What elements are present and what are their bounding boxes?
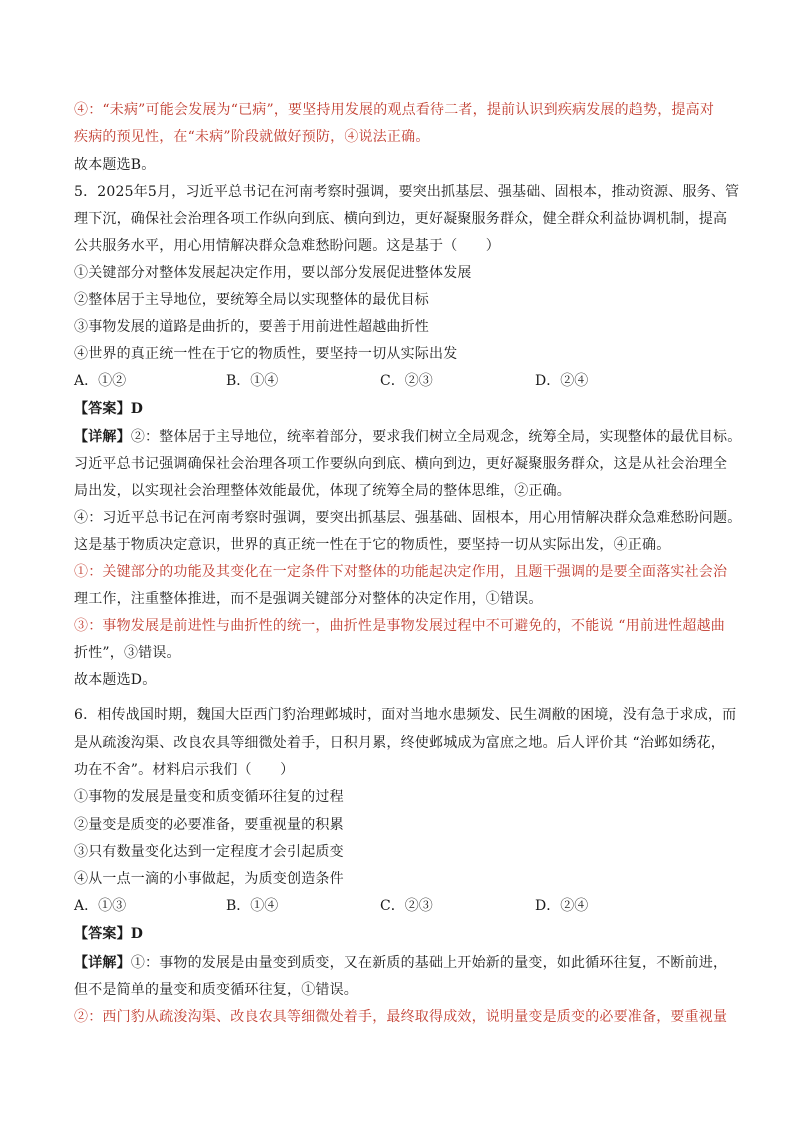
q6-stem-line-3: 功在不舍”。材料启示我们（ ） <box>74 762 295 778</box>
q6-statement-3: ③只有数量变化达到一定程度才会引起质变 <box>74 844 344 860</box>
q5-detail-line-3: 局出发，以实现社会治理整体效能最优，体现了统筹全局的整体思维，②正确。 <box>74 483 571 499</box>
q5-statement-1: ①关键部分对整体发展起决定作用，要以部分发展促进整体发展 <box>74 265 472 281</box>
q5-stem-line-2: 理下沉，确保社会治理各项工作纵向到底、横向到边，更好凝聚服务群众，健全群众利益协调机制，提高 <box>74 211 728 227</box>
q5-stem-line-1: 5．2025年5月，习近平总书记在河南考察时强调，要突出抓基层、强基础、固根本，推动资源、服务、管 <box>74 184 740 200</box>
q6-stem-line-1: 6．相传战国时期，魏国大臣西门豹治理邺城时，面对当地水患频发、民生凋敝的困境，没有急于求成，而 <box>74 707 737 723</box>
q6-statement-2: ②量变是质变的必要准备，要重视量的积累 <box>74 817 344 833</box>
q6-option-a: A．①③ <box>74 898 127 914</box>
q6-statement-1: ①事物的发展是量变和质变循环往复的过程 <box>74 789 344 805</box>
q5-answer: 【答案】D <box>74 401 144 417</box>
q5-statement-2: ②整体居于主导地位，要统筹全局以实现整体的最优目标 <box>74 292 429 308</box>
q6-detail-text-1: ①：事物的发展是由量变到质变，又在新质的基础上开始新的量变，如此循环往复，不断前进， <box>130 955 728 971</box>
q5-detail-line-4: ④：习近平总书记在河南考察时强调，要突出抓基层、强基础、固根本，用心用情解决群众急难愁盼问题。 <box>74 510 742 526</box>
q5-option-d: D．②④ <box>535 373 589 389</box>
q5-detail-line-6: ①：关键部分的功能及其变化在一定条件下对整体的功能起决定作用，且题干强调的是要全面落实社会治 <box>74 564 728 580</box>
q6-detail-label: 【详解】 <box>74 955 131 971</box>
q6-option-c: C．②③ <box>380 898 433 914</box>
q5-statement-3: ③事物发展的道路是曲折的，要善于用前进性超越曲折性 <box>74 319 429 335</box>
prev-detail-line-2: 疾病的预见性，在“未病”阶段就做好预防，④说法正确。 <box>74 129 430 145</box>
q5-option-c: C．②③ <box>380 373 433 389</box>
q6-option-d: D．②④ <box>535 898 589 914</box>
q6-statement-4: ④从一点一滴的小事做起，为质变创造条件 <box>74 871 344 887</box>
q6-detail-line-2: 但不是简单的量变和质变循环往复，①错误。 <box>74 982 358 998</box>
q5-detail-line-8: ③：事物发展是前进性与曲折性的统一，曲折性是事物发展过程中不可避免的，不能说 “用前进性超越曲 <box>74 618 726 634</box>
q5-conclusion: 故本题选D。 <box>74 672 157 688</box>
q6-option-b: B．①④ <box>226 898 279 914</box>
q6-answer: 【答案】D <box>74 926 144 942</box>
q5-detail-line-2: 习近平总书记强调确保社会治理各项工作要纵向到底、横向到边，更好凝聚服务群众，这是从社会治理全 <box>74 456 728 472</box>
q6-stem-line-2: 是从疏浚沟渠、改良农具等细微处着手，日积月累，终使邺城成为富庶之地。后人评价其 “治邺如绣花， <box>74 735 726 751</box>
q5-stem-line-3: 公共服务水平，用心用情解决群众急难愁盼问题。这是基于（ ） <box>74 238 500 254</box>
q5-option-a: A．①② <box>74 373 127 389</box>
prev-detail-line-1: ④：“未病”可能会发展为“已病”，要坚持用发展的观点看待二者，提前认识到疾病发展的趋势，提高对 <box>74 102 715 118</box>
q5-statement-4: ④世界的真正统一性在于它的物质性，要坚持一切从实际出发 <box>74 346 458 362</box>
q5-detail-line-7: 理工作，注重整体推进，而不是强调关键部分对整体的决定作用，①错误。 <box>74 591 543 607</box>
q5-detail-text-1: ②：整体居于主导地位，统率着部分，要求我们树立全局观念，统筹全局，实现整体的最优目标。 <box>130 429 742 445</box>
prev-conclusion: 故本题选B。 <box>74 157 156 173</box>
q5-detail-line-1 <box>74 427 741 447</box>
q5-detail-label: 【详解】 <box>74 429 131 445</box>
q5-option-b: B．①④ <box>226 373 279 389</box>
q6-detail-line-3: ②：西门豹从疏浚沟渠、改良农具等细微处着手，最终取得成效，说明量变是质变的必要准备，要重视量 <box>74 1009 728 1025</box>
q5-detail-line-9: 折性”，③错误。 <box>74 645 181 661</box>
q6-detail-line-1 <box>74 953 727 973</box>
q5-detail-line-5: 这是基于物质决定意识，世界的真正统一性在于它的物质性，要坚持一切从实际出发，④正确。 <box>74 537 671 553</box>
